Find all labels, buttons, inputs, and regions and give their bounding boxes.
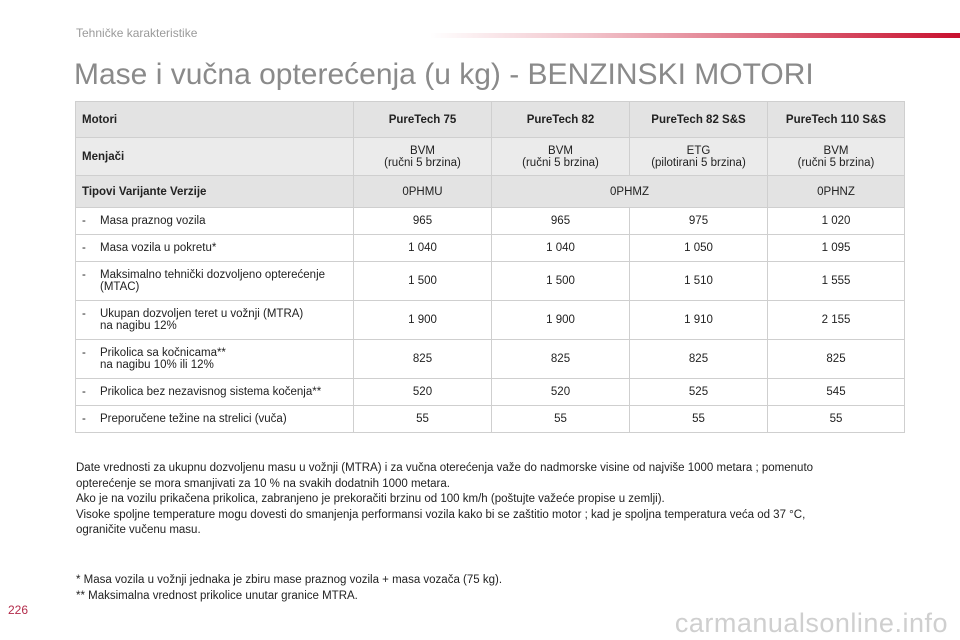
watermark: carmanualsonline.info bbox=[674, 608, 948, 638]
table-row bbox=[76, 406, 905, 433]
row-label-cell bbox=[76, 406, 354, 433]
row-label-cell bbox=[76, 208, 354, 235]
row-bullet: - bbox=[82, 269, 86, 281]
row-label-text bbox=[100, 215, 205, 227]
value-cell: 1 500 bbox=[354, 262, 492, 301]
type-code-cell: 0PHMU bbox=[354, 176, 492, 208]
note-line: opterećenje se mora smanjivati za 10 % na svakih dodatnih 1000 metara. bbox=[76, 477, 450, 490]
note-line: Visoke spoljne temperature mogu dovesti do smanjenja performansi vozila kako bi se zaštitio motor ; kad je spoljna temperatura veća od 37 °C, bbox=[76, 508, 806, 521]
footnote: ** Maksimalna vrednost prikolice unutar granice MTRA. bbox=[76, 589, 358, 602]
gearbox-row bbox=[76, 138, 905, 176]
value-cell: 1 555 bbox=[768, 262, 905, 301]
row-label-line: Prikolica bez nezavisnog sistema kočenja** bbox=[100, 386, 322, 398]
gearbox-type: BVM bbox=[823, 144, 849, 157]
row-label-line: Preporučene težine na strelici (vuča) bbox=[100, 413, 287, 425]
row-label-text bbox=[100, 413, 287, 425]
types-label: Tipovi Varijante Verzije bbox=[76, 176, 354, 208]
row-label-cell bbox=[76, 235, 354, 262]
page-title: Mase i vučna opterećenja (u kg) - BENZINSKI MOTORI bbox=[74, 58, 814, 91]
value-cell: 1 095 bbox=[768, 235, 905, 262]
footnote: * Masa vozila u vožnji jednaka je zbiru mase praznog vozila + masa vozača (75 kg). bbox=[76, 574, 503, 586]
row-bullet: - bbox=[82, 413, 86, 425]
table-row bbox=[76, 208, 905, 235]
gearbox-type: BVM bbox=[410, 144, 435, 157]
value-cell: 1 910 bbox=[630, 301, 768, 340]
value-cell: 1 040 bbox=[354, 235, 492, 262]
row-label bbox=[82, 386, 347, 398]
gearbox-cell bbox=[630, 138, 768, 176]
value-cell: 1 050 bbox=[630, 235, 768, 262]
row-label-line: na nagibu 12% bbox=[100, 320, 177, 332]
row-bullet: - bbox=[82, 242, 86, 254]
row-label-text bbox=[100, 308, 303, 332]
value-cell: 2 155 bbox=[768, 301, 905, 340]
row-label-line: Prikolica sa kočnicama** bbox=[100, 347, 226, 359]
value-cell: 825 bbox=[354, 340, 492, 379]
row-label-line: Ukupan dozvoljen teret u vožnji (MTRA) bbox=[100, 308, 304, 320]
gearbox-desc: (ručni 5 brzina) bbox=[384, 156, 461, 169]
row-bullet: - bbox=[82, 347, 86, 359]
value-cell: 965 bbox=[492, 208, 630, 235]
header-cell-puretech-82-ss: PureTech 82 S&S bbox=[630, 102, 768, 138]
table-header-row bbox=[76, 102, 905, 138]
row-label-text bbox=[100, 242, 216, 254]
value-cell: 965 bbox=[354, 208, 492, 235]
value-cell: 525 bbox=[630, 379, 768, 406]
value-cell: 55 bbox=[630, 406, 768, 433]
value-cell: 55 bbox=[354, 406, 492, 433]
header-cell-puretech-82: PureTech 82 bbox=[492, 102, 630, 138]
row-label bbox=[82, 308, 347, 332]
row-label-line: Masa vozila u pokretu* bbox=[100, 242, 217, 254]
row-label-line: Masa praznog vozila bbox=[100, 215, 206, 227]
header-cell-puretech-110-ss: PureTech 110 S&S bbox=[768, 102, 905, 138]
gearbox-cell bbox=[354, 138, 492, 176]
row-label bbox=[82, 413, 347, 425]
note-line: ograničite vučenu masu. bbox=[76, 524, 201, 536]
table-row bbox=[76, 379, 905, 406]
value-cell: 1 500 bbox=[492, 262, 630, 301]
type-code-cell: 0PHMZ bbox=[492, 176, 768, 208]
row-label bbox=[82, 269, 347, 293]
footnotes-block bbox=[76, 573, 906, 604]
value-cell: 1 510 bbox=[630, 262, 768, 301]
row-label bbox=[82, 242, 347, 254]
value-cell: 1 900 bbox=[354, 301, 492, 340]
section-label: Tehničke karakteristike bbox=[76, 26, 198, 40]
row-bullet: - bbox=[82, 308, 86, 320]
gearbox-cell bbox=[492, 138, 630, 176]
row-label-line: (MTAC) bbox=[100, 281, 140, 293]
table-row bbox=[76, 235, 905, 262]
row-label bbox=[82, 215, 347, 227]
row-label-text bbox=[100, 347, 226, 371]
value-cell: 1 900 bbox=[492, 301, 630, 340]
row-label-line: na nagibu 10% ili 12% bbox=[100, 359, 214, 371]
row-bullet: - bbox=[82, 215, 86, 227]
row-label-cell bbox=[76, 340, 354, 379]
header-cell-puretech-75: PureTech 75 bbox=[354, 102, 492, 138]
table-row bbox=[76, 340, 905, 379]
value-cell: 825 bbox=[630, 340, 768, 379]
value-cell: 1 040 bbox=[492, 235, 630, 262]
row-label-cell bbox=[76, 301, 354, 340]
value-cell: 975 bbox=[630, 208, 768, 235]
row-label-line: Maksimalno tehnički dozvoljeno opterećenje bbox=[100, 269, 326, 281]
value-cell: 545 bbox=[768, 379, 905, 406]
gearbox-desc: (pilotirani 5 brzina) bbox=[651, 156, 746, 169]
gearbox-label: Menjači bbox=[76, 138, 354, 176]
row-label-text bbox=[100, 386, 321, 398]
row-label-text bbox=[100, 269, 325, 293]
note-line: Ako je na vozilu prikačena prikolica, zabranjeno je prekoračiti brzinu od 100 km/h (poštujte važeće propise u zemlji). bbox=[76, 493, 665, 505]
notes-block bbox=[76, 461, 906, 539]
gearbox-cell bbox=[768, 138, 905, 176]
value-cell: 55 bbox=[768, 406, 905, 433]
page-number: 226 bbox=[8, 603, 29, 617]
types-row bbox=[76, 176, 905, 208]
value-cell: 1 020 bbox=[768, 208, 905, 235]
specs-table bbox=[75, 101, 905, 433]
gearbox-desc: (ručni 5 brzina) bbox=[522, 156, 599, 169]
note-line: Date vrednosti za ukupnu dozvoljenu masu u vožnji (MTRA) i za vučna oterećenja važe do nadmorske visine od najviše 1000 metara ; pomenuto bbox=[76, 462, 814, 474]
gearbox-type: ETG bbox=[686, 144, 711, 157]
value-cell: 825 bbox=[492, 340, 630, 379]
row-label-cell bbox=[76, 262, 354, 301]
type-code-cell: 0PHNZ bbox=[768, 176, 905, 208]
value-cell: 520 bbox=[354, 379, 492, 406]
table-row bbox=[76, 301, 905, 340]
row-label-cell bbox=[76, 379, 354, 406]
value-cell: 520 bbox=[492, 379, 630, 406]
gearbox-desc: (ručni 5 brzina) bbox=[797, 156, 875, 169]
row-bullet: - bbox=[82, 386, 86, 398]
header-cell-engines: Motori bbox=[76, 102, 354, 138]
row-label bbox=[82, 347, 347, 371]
value-cell: 55 bbox=[492, 406, 630, 433]
header-accent-bar bbox=[430, 33, 960, 38]
gearbox-type: BVM bbox=[548, 144, 573, 157]
table-row bbox=[76, 262, 905, 301]
value-cell: 825 bbox=[768, 340, 905, 379]
